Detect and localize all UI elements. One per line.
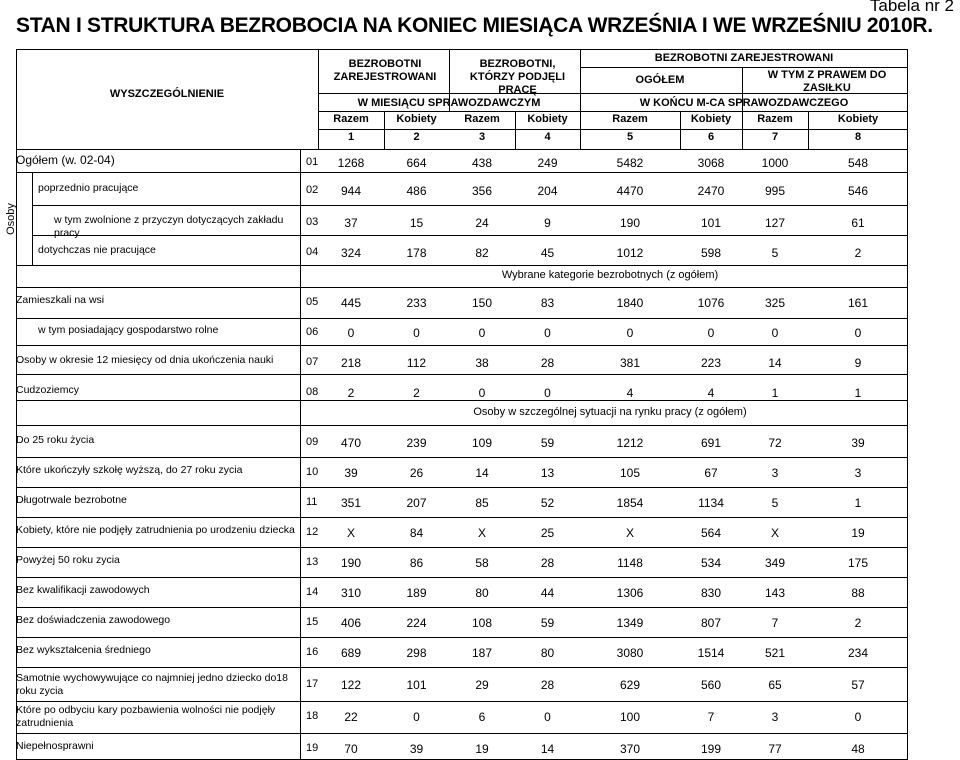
table-cell: 664: [406, 156, 427, 170]
registered-right-header: BEZROBOTNI ZAREJESTROWANI: [654, 52, 834, 64]
subheader-cell: Razem: [757, 113, 793, 125]
row-separator: [16, 607, 908, 608]
table-cell: 1514: [697, 646, 725, 660]
table-cell: 1: [854, 386, 862, 400]
table-cell: 19: [851, 526, 865, 540]
table-cell: 199: [700, 742, 722, 756]
table-cell: 3: [771, 466, 779, 480]
row-separator: [16, 345, 908, 346]
row-label: Bez doświadczenia zawodowego: [16, 614, 171, 626]
table-cell: 298: [406, 646, 427, 660]
table-cell: 28: [540, 556, 555, 570]
table-cell: 3: [771, 710, 779, 724]
table-cell: 4: [707, 386, 715, 400]
table-cell: 14: [475, 466, 489, 480]
rowno-left-border: [300, 149, 301, 760]
table-cell: 6: [478, 710, 486, 724]
table-cell: 85: [475, 496, 489, 510]
header-bottom-border: [16, 149, 908, 150]
table-cell: 175: [847, 556, 869, 570]
table-cell: X: [477, 526, 486, 540]
row-label: Bez wykształcenia średniego: [16, 644, 151, 656]
table-cell: 14: [540, 742, 555, 756]
table-cell: 0: [544, 386, 551, 400]
header-hline: [318, 111, 908, 112]
column-number: 8: [854, 131, 862, 143]
table-cell: 233: [406, 296, 427, 310]
table-cell: 105: [619, 466, 641, 480]
row-separator: [16, 667, 908, 668]
row-separator: [16, 457, 908, 458]
took-job-header: BEZROBOTNI, KTÓRZY PODJĘLI PRACĘ: [469, 58, 566, 96]
header-hline: [580, 67, 908, 68]
column-number: 3: [478, 131, 486, 143]
column-number: 2: [413, 131, 420, 143]
column-number: 1: [347, 131, 355, 143]
total-header: OGÓŁEM: [635, 74, 685, 86]
row-number: 14: [306, 586, 319, 598]
table-cell: 59: [540, 616, 555, 630]
table-cell: 406: [340, 616, 362, 630]
header-top-border: [16, 49, 908, 50]
table-cell: 178: [406, 246, 427, 260]
table-cell: 187: [471, 646, 493, 660]
table-cell: 995: [764, 184, 786, 198]
row-label: w tym posiadający gospodarstwo rolne: [38, 324, 219, 336]
table-cell: 29: [475, 678, 489, 692]
table-cell: 1854: [616, 496, 644, 510]
row-label: Samotnie wychowywujące co najmniej jedno dziecko do18 roku zycia: [16, 672, 288, 697]
column-number: 4: [544, 131, 551, 143]
table-cell: 61: [851, 216, 865, 230]
table-cell: 57: [851, 678, 865, 692]
row-separator: [16, 265, 908, 266]
table-cell: 249: [537, 156, 558, 170]
section-heading: Wybrane kategorie bezrobotnych (z ogółem): [501, 269, 719, 281]
table-cell: 324: [340, 246, 362, 260]
row-number: 19: [306, 742, 319, 754]
in-month-header: W MIESIĄCU SPRAWOZDAWCZYM: [357, 97, 541, 109]
table-cell: 83: [540, 296, 555, 310]
table-cell: 325: [764, 296, 786, 310]
table-cell: 48: [851, 742, 865, 756]
row-number: 07: [306, 356, 319, 368]
with-benefit-header: W TYM Z PRAWEM DO ZASIŁKU: [767, 69, 887, 94]
row-number: 04: [306, 246, 319, 258]
row-label: Długotrwale bezrobotne: [16, 494, 127, 506]
table-cell: 1000: [761, 156, 789, 170]
persons-side-label: Osoby: [5, 203, 17, 235]
table-cell: 9: [854, 356, 862, 370]
table-cell: 830: [700, 586, 722, 600]
row-label: Powyżej 50 roku zycia: [16, 554, 120, 566]
table-cell: 80: [475, 586, 489, 600]
table-cell: X: [625, 526, 634, 540]
row-label: poprzednio pracujące: [38, 182, 139, 194]
table-cell: 5482: [616, 156, 644, 170]
table-cell: 218: [340, 356, 362, 370]
row-label: Bez kwalifikacji zawodowych: [16, 584, 150, 596]
table-cell: 0: [626, 326, 634, 340]
table-cell: 28: [540, 356, 555, 370]
table-number: Tabela nr 2: [869, 0, 954, 15]
row-number: 18: [306, 710, 319, 722]
section-heading: Osoby w szczególnej sytuacji na rynku pracy (z ogółem): [473, 406, 747, 418]
table-cell: 0: [413, 326, 420, 340]
table-cell: 86: [409, 556, 424, 570]
column-number: 6: [707, 131, 715, 143]
table-cell: 4470: [616, 184, 644, 198]
row-number: 12: [306, 526, 319, 538]
table-cell: 0: [478, 326, 486, 340]
table-cell: 77: [768, 742, 782, 756]
table-cell: 39: [409, 742, 424, 756]
table-cell: 190: [619, 216, 641, 230]
table-cell: 65: [768, 678, 782, 692]
table-cell: 101: [700, 216, 722, 230]
table-cell: 470: [340, 436, 362, 450]
table-cell: 3068: [697, 156, 725, 170]
table-cell: 438: [471, 156, 493, 170]
table-cell: 100: [619, 710, 641, 724]
row-number: 02: [306, 184, 319, 196]
table-cell: 22: [344, 710, 358, 724]
table-cell: 70: [344, 742, 358, 756]
table-cell: X: [346, 526, 355, 540]
table-cell: 223: [700, 356, 722, 370]
table-cell: 2470: [697, 184, 725, 198]
table-cell: 1840: [616, 296, 644, 310]
table-cell: 807: [700, 616, 722, 630]
table-cell: 0: [347, 326, 355, 340]
table-cell: 88: [851, 586, 865, 600]
table-cell: 204: [537, 184, 558, 198]
table-cell: 486: [406, 184, 427, 198]
table-cell: 239: [406, 436, 427, 450]
row-number: 17: [306, 678, 319, 690]
table-cell: 38: [475, 356, 489, 370]
subheader-cell: Kobiety: [396, 113, 437, 125]
table-cell: 234: [847, 646, 869, 660]
table-cell: 80: [540, 646, 555, 660]
table-cell: 44: [540, 586, 555, 600]
table-cell: 3080: [616, 646, 644, 660]
persons-divider: [32, 172, 33, 265]
table-cell: 1012: [616, 246, 644, 260]
table-cell: 112: [406, 356, 427, 370]
row-separator: [16, 547, 908, 548]
row-label: Zamieszkali na wsi: [16, 294, 105, 306]
table-cell: 1306: [616, 586, 644, 600]
table-cell: 381: [619, 356, 641, 370]
table-cell: 2: [347, 386, 355, 400]
table-cell: X: [770, 526, 779, 540]
table-cell: 39: [851, 436, 865, 450]
row-label: Cudzoziemcy: [16, 384, 80, 396]
table-cell: 1134: [698, 496, 724, 510]
table-cell: 560: [700, 678, 722, 692]
table-cell: 0: [771, 326, 779, 340]
row-label: Które po odbyciu kary pozbawienia wolności nie podjęły zatrudnienia: [16, 704, 276, 729]
table-cell: 127: [764, 216, 786, 230]
row-number: 10: [306, 466, 319, 478]
table-cell: 72: [768, 436, 782, 450]
table-cell: 224: [406, 616, 427, 630]
row-number: 11: [306, 496, 318, 508]
table-cell: 0: [707, 326, 715, 340]
table-cell: 108: [471, 616, 493, 630]
row-number: 05: [306, 296, 319, 308]
table-cell: 13: [540, 466, 555, 480]
row-number: 16: [306, 646, 319, 658]
table-cell: 534: [700, 556, 722, 570]
row-label: Kobiety, które nie podjęły zatrudnienia po urodzeniu dziecka: [16, 524, 295, 536]
table-cell: 1148: [617, 556, 643, 570]
table-cell: 52: [540, 496, 555, 510]
table-cell: 109: [471, 436, 493, 450]
table-cell: 189: [406, 586, 427, 600]
row-label: Ogółem (w. 02-04): [16, 153, 115, 167]
table-cell: 689: [340, 646, 362, 660]
table-cell: 101: [406, 678, 427, 692]
table-cell: 0: [478, 386, 486, 400]
table-cell: 0: [854, 710, 862, 724]
row-number: 03: [306, 216, 319, 228]
table-cell: 3: [854, 466, 862, 480]
table-cell: 58: [475, 556, 489, 570]
table-cell: 143: [764, 586, 786, 600]
table-cell: 0: [413, 710, 420, 724]
table-cell: 0: [544, 326, 551, 340]
table-cell: 445: [340, 296, 362, 310]
row-separator: [16, 577, 908, 578]
table-cell: 82: [475, 246, 489, 260]
table-cell: 1212: [616, 436, 644, 450]
table-cell: 2: [854, 616, 862, 630]
end-month-header: W KOŃCU M-CA SPRAWOZDAWCZEGO: [639, 97, 849, 109]
table-cell: 5: [771, 496, 779, 510]
row-label: Które ukończyły szkołę wyższą, do 27 roku zycia: [16, 464, 243, 476]
subheader-cell: Razem: [333, 113, 369, 125]
table-cell: 26: [409, 466, 424, 480]
row-separator: [16, 637, 908, 638]
table-cell: 1349: [616, 616, 644, 630]
table-cell: 944: [340, 184, 362, 198]
subheader-cell: Razem: [464, 113, 500, 125]
table-cell: 67: [704, 466, 718, 480]
table-cell: 24: [475, 216, 489, 230]
table-cell: 1: [854, 496, 862, 510]
row-separator: [16, 487, 908, 488]
table-cell: 356: [471, 184, 493, 198]
table-cell: 370: [619, 742, 641, 756]
row-number: 09: [306, 436, 319, 448]
row-separator: [16, 425, 908, 426]
table-cell: 9: [544, 216, 551, 230]
table-cell: 1076: [697, 296, 725, 310]
table-cell: 150: [471, 296, 493, 310]
table-cell: 28: [540, 678, 555, 692]
table-cell: 7: [707, 710, 715, 724]
row-label: Osoby w okresie 12 miesięcy od dnia ukończenia nauki: [16, 354, 274, 366]
table-cell: 7: [771, 616, 779, 630]
registered-header: BEZROBOTNI ZAREJESTROWANI: [333, 58, 437, 83]
table-cell: 37: [344, 216, 358, 230]
row-separator: [16, 701, 908, 702]
row-separator: [16, 517, 908, 518]
table-cell: 351: [340, 496, 362, 510]
table-cell: 207: [406, 496, 427, 510]
table-cell: 521: [764, 646, 786, 660]
table-cell: 161: [847, 296, 869, 310]
row-separator: [16, 400, 908, 401]
row-label: w tym zwolnione z przyczyn dotyczących zakładu pracy: [54, 214, 284, 239]
table-cell: 0: [854, 326, 862, 340]
table-cell: 691: [700, 436, 722, 450]
row-number: 08: [306, 386, 319, 398]
table-cell: 0: [544, 710, 551, 724]
row-separator: [16, 287, 908, 288]
row-number: 01: [306, 156, 319, 168]
header-hline: [318, 129, 908, 130]
row-separator: [16, 172, 908, 173]
table-cell: 45: [540, 246, 555, 260]
subheader-cell: Razem: [612, 113, 648, 125]
table-cell: 629: [619, 678, 641, 692]
table-cell: 2: [413, 386, 420, 400]
page-title: STAN I STRUKTURA BEZROBOCIA NA KONIEC MIESIĄCA WRZEŚNIA I WE WRZEŚNIU 2010R.: [16, 14, 933, 37]
table-cell: 122: [340, 678, 362, 692]
table-cell: 14: [768, 356, 782, 370]
spec-header: WYSZCZEGÓLNIENIE: [109, 88, 225, 100]
row-label: Do 25 roku życia: [16, 434, 95, 446]
table-cell: 1: [771, 386, 779, 400]
table-cell: 2: [854, 246, 862, 260]
row-separator: [16, 374, 908, 375]
table-cell: 349: [764, 556, 786, 570]
row-label: Niepełnosprawni: [16, 740, 94, 752]
table-cell: 19: [475, 742, 489, 756]
row-separator: [32, 205, 908, 206]
table-cell: 15: [409, 216, 424, 230]
table-cell: 546: [847, 184, 869, 198]
row-label: dotychczas nie pracujące: [38, 244, 156, 256]
table-cell: 548: [847, 156, 869, 170]
table-cell: 5: [771, 246, 779, 260]
row-separator: [16, 318, 908, 319]
body-left-border: [16, 149, 17, 760]
subheader-cell: Kobiety: [837, 113, 879, 125]
row-number: 15: [306, 616, 319, 628]
table-cell: 39: [344, 466, 358, 480]
row-number: 13: [306, 556, 319, 568]
column-number: 5: [626, 131, 634, 143]
table-cell: 598: [700, 246, 722, 260]
table-cell: 59: [540, 436, 555, 450]
subheader-cell: Kobiety: [527, 113, 568, 125]
column-number: 7: [771, 131, 779, 143]
table-cell: 190: [340, 556, 362, 570]
table-cell: 1268: [337, 156, 365, 170]
table-cell: 25: [540, 526, 555, 540]
table-cell: 4: [626, 386, 634, 400]
row-separator: [16, 733, 908, 734]
subheader-cell: Kobiety: [690, 113, 732, 125]
table-cell: 310: [340, 586, 362, 600]
row-number: 06: [306, 326, 319, 338]
table-cell: 564: [700, 526, 722, 540]
table-cell: 84: [409, 526, 424, 540]
